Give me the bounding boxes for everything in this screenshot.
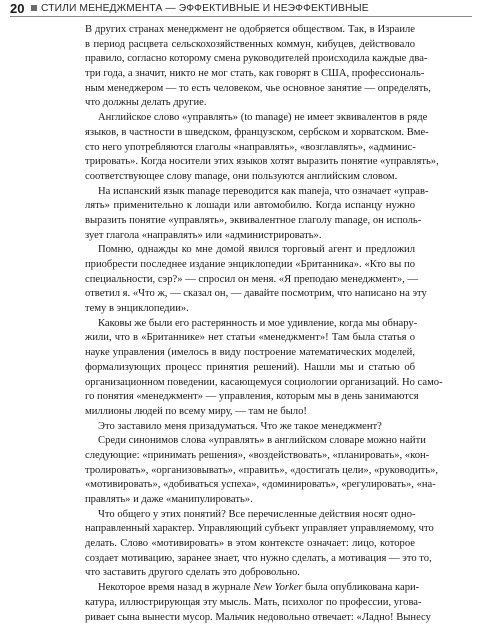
- text-line: направленный характер. Управляющий субъект управляет управляемому, что: [85, 522, 415, 537]
- text-line: создает мотивацию, заранее знает, что нужно сделать, а мотивация — это то,: [85, 552, 415, 567]
- text-line: «мотивировать», «добиваться успеха», «доминировать», «регулировать», «на-: [85, 478, 415, 493]
- running-title: СТИЛИ МЕНЕДЖМЕНТА — ЭФФЕКТИВНЫЕ И НЕЭФФЕКТИВНЫЕ: [41, 2, 369, 15]
- text-line: тему в энциклопедии».: [85, 302, 415, 317]
- text-line: организационном поведении, касающемуся социологии организаций. Но само-: [85, 376, 415, 391]
- text-line: жили, что в «Британнике» нет статьи «менеджмент»! Там была статья о: [85, 331, 415, 346]
- page-header: [0, 0, 500, 20]
- text-line: На испанский язык manage переводится как manejа, что означает «управ-: [85, 185, 415, 200]
- text-line: делать. Слово «мотивировать» в этом контексте означает: лицо, которое: [85, 537, 415, 552]
- text-line: три года, а значит, никто не мог стать, как говорят в США, профессиональ-: [85, 67, 415, 82]
- text-line: науке управления (имелось в виду построение математических моделей,: [85, 346, 415, 361]
- text-line: Каковы же были его растерянность и мое удивление, когда мы обнару-: [85, 317, 415, 332]
- text-line: следующие: «принимать решения», «воздействовать», «планировать», «кон-: [85, 449, 415, 464]
- text-line: в период расцвета сельскохозяйственных коммун, кибуцев, действовало: [85, 38, 415, 53]
- text-line: катура, иллюстрирующая эту мысль. Мать, психолог по профессии, угова-: [85, 596, 415, 611]
- text-line: Некоторое время назад в журнале New Yorker была опубликована кари-: [85, 581, 415, 596]
- text-line: что должны делать другие.: [85, 96, 415, 111]
- text-line: приобрести последнее издание энциклопедии «Британника». «Кто вы по: [85, 258, 415, 273]
- text-line: лять» применительно к лошади или автомобилю. Когда испанцу нужно: [85, 199, 415, 214]
- text-line: Среди синонимов слова «управлять» в английском словаре можно найти: [85, 434, 415, 449]
- text-line: ривает сына вынести мусор. Мальчик недовольно отвечает: «Ладно! Вынесу: [85, 611, 415, 625]
- text-line: формализующих процесс принятия решений). Нашли мы и статью об: [85, 361, 415, 376]
- text-line: правлять» и даже «манипулировать».: [85, 493, 415, 508]
- text-line: В других странах менеджмент не одобряется обществом. Так, в Израиле: [85, 23, 415, 38]
- text-line: трировать». Когда носители этих языков хотят выразить понятие «управлять»,: [85, 155, 415, 170]
- text-line: ответил я. «Что ж, — сказал он, — давайте посмотрим, что написано на эту: [85, 287, 415, 302]
- text-line: специальности, сэр?» — спросил он меня. «Я преподаю менеджмент», —: [85, 273, 415, 288]
- text-line: сто него употребляются глаголы «направлять», «возглавлять», «админис-: [85, 141, 415, 156]
- text-line: что заставить другого сделать это добровольно.: [85, 566, 415, 581]
- header-rule: [10, 16, 472, 17]
- text-line: Английское слово «управлять» (to manage) не имеет эквивалентов в ряде: [85, 111, 415, 126]
- text-line: зует глагола «направлять» или «администрировать».: [85, 229, 415, 244]
- text-line: Что общего у этих понятий? Все перечисленные действия носят одно-: [85, 508, 415, 523]
- text-line: миллионы людей по всему миру, — там не было!: [85, 405, 415, 420]
- text-line: языков, в частности в шведском, французском, сербском и хорватском. Вме-: [85, 126, 415, 141]
- text-line: Это заставило меня призадуматься. Что же такое менеджмент?: [85, 420, 415, 435]
- text-line: Помню, однажды ко мне домой явился торговый агент и предложил: [85, 243, 415, 258]
- text-line: правило, согласно которому смена руководителей происходила каждые два-: [85, 52, 415, 67]
- text-line: го понятия «менеджмент» — управления, которым мы в день занимаются: [85, 390, 415, 405]
- header-square-bullet: [31, 5, 37, 11]
- body-text: [85, 23, 415, 625]
- text-line: ным менеджером — то есть человеком, чье основное занятие — определять,: [85, 82, 415, 97]
- text-line: выразить понятие «управлять», эквивалентное глаголу manage, он исполь-: [85, 214, 415, 229]
- text-line: соответствующее слову manage, они пользуются английским словом.: [85, 170, 415, 185]
- page-number: 20: [10, 1, 24, 16]
- text-line: тролировать», «организовывать», «править», «достигать цели», «руководить»,: [85, 464, 415, 479]
